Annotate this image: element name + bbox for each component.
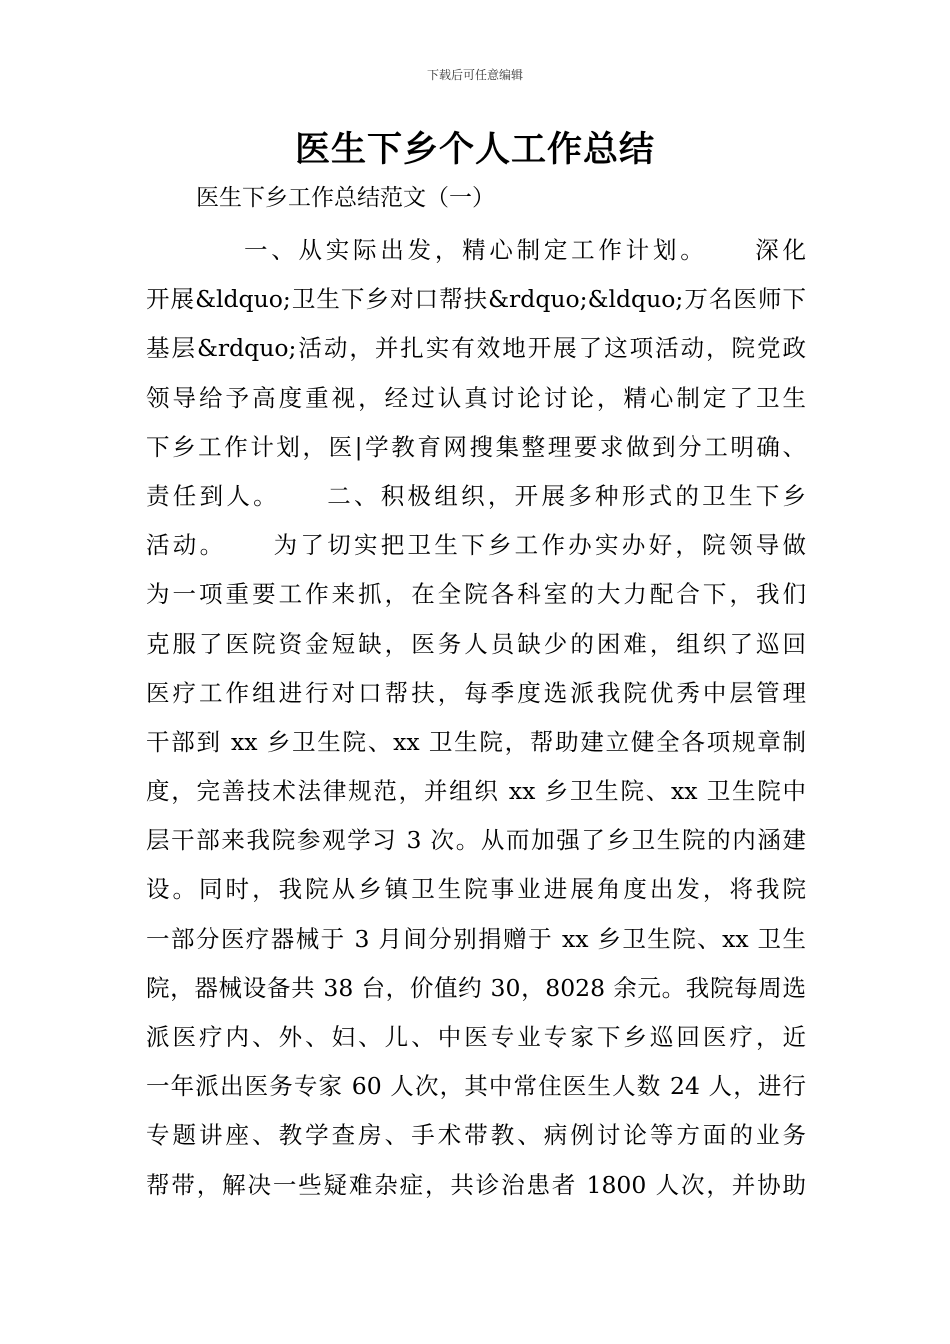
body-line: 帮带，解决一些疑难杂症，共诊治患者 1800 人次，并协助 xyxy=(146,1170,806,1199)
body-line: 领导给予高度重视，经过认真讨论讨论，精心制定了卫生 xyxy=(146,383,806,412)
body-line: 一部分医疗器械于 3 月间分别捐赠于 xx 乡卫生院、xx 卫生 xyxy=(146,924,806,953)
body-line: 专题讲座、教学查房、手术带教、病例讨论等方面的业务 xyxy=(146,1121,806,1150)
body-line: 开展&ldquo;卫生下乡对口帮扶&rdquo;&ldquo;万名医师下 xyxy=(146,285,806,314)
document-subtitle: 医生下乡工作总结范文（一） xyxy=(196,185,495,211)
body-line: 干部到 xx 乡卫生院、xx 卫生院，帮助建立健全各项规章制 xyxy=(146,727,806,756)
body-line xyxy=(146,472,806,521)
body-segment: 深化 xyxy=(751,236,807,264)
document-title: 医生下乡个人工作总结 xyxy=(294,130,655,170)
body-line: 克服了医院资金短缺，医务人员缺少的困难，组织了巡回 xyxy=(146,629,806,658)
body-line: 一年派出医务专家 60 人次，其中常住医生人数 24 人，进行 xyxy=(146,1072,806,1101)
heading-one: 一、从实际出发，精心制定工作计划。 xyxy=(244,236,708,264)
body-line xyxy=(146,521,806,570)
body-line: 度，完善技术法律规范，并组织 xx 乡卫生院、xx 卫生院中 xyxy=(146,777,807,806)
body-line: 层干部来我院参观学习 3 次。从而加强了乡卫生院的内涵建 xyxy=(146,826,806,855)
body-segment: 活动。 xyxy=(146,531,227,560)
page-header-note: 下载后可任意编辑 xyxy=(426,68,523,82)
body-line: 医疗工作组进行对口帮扶，每季度选派我院优秀中层管理 xyxy=(146,678,806,707)
body-segment: 为了切实把卫生下乡工作办实办好，院领导做 xyxy=(270,531,807,560)
body-line: 基层&rdquo;活动，并扎实有效地开展了这项活动，院党政 xyxy=(146,334,806,363)
body-line: 院，器械设备共 38 台，价值约 30，8028 余元。我院每周选 xyxy=(146,973,806,1002)
body-line: 设。同时，我院从乡镇卫生院事业进展角度出发，将我院 xyxy=(146,875,806,904)
heading-two: 二、积极组织，开展多种形式的卫生下乡 xyxy=(323,481,807,510)
body-segment: 责任到人。 xyxy=(146,481,280,510)
body-line xyxy=(146,226,806,275)
body-line: 为一项重要工作来抓，在全院各科室的大力配合下，我们 xyxy=(146,580,806,609)
body-line: 下乡工作计划，医|学教育网搜集整理要求做到分工明确、 xyxy=(146,432,806,461)
body-line: 派医疗内、外、妇、儿、中医专业专家下乡巡回医疗，近 xyxy=(146,1023,806,1051)
document-body xyxy=(146,226,806,1210)
